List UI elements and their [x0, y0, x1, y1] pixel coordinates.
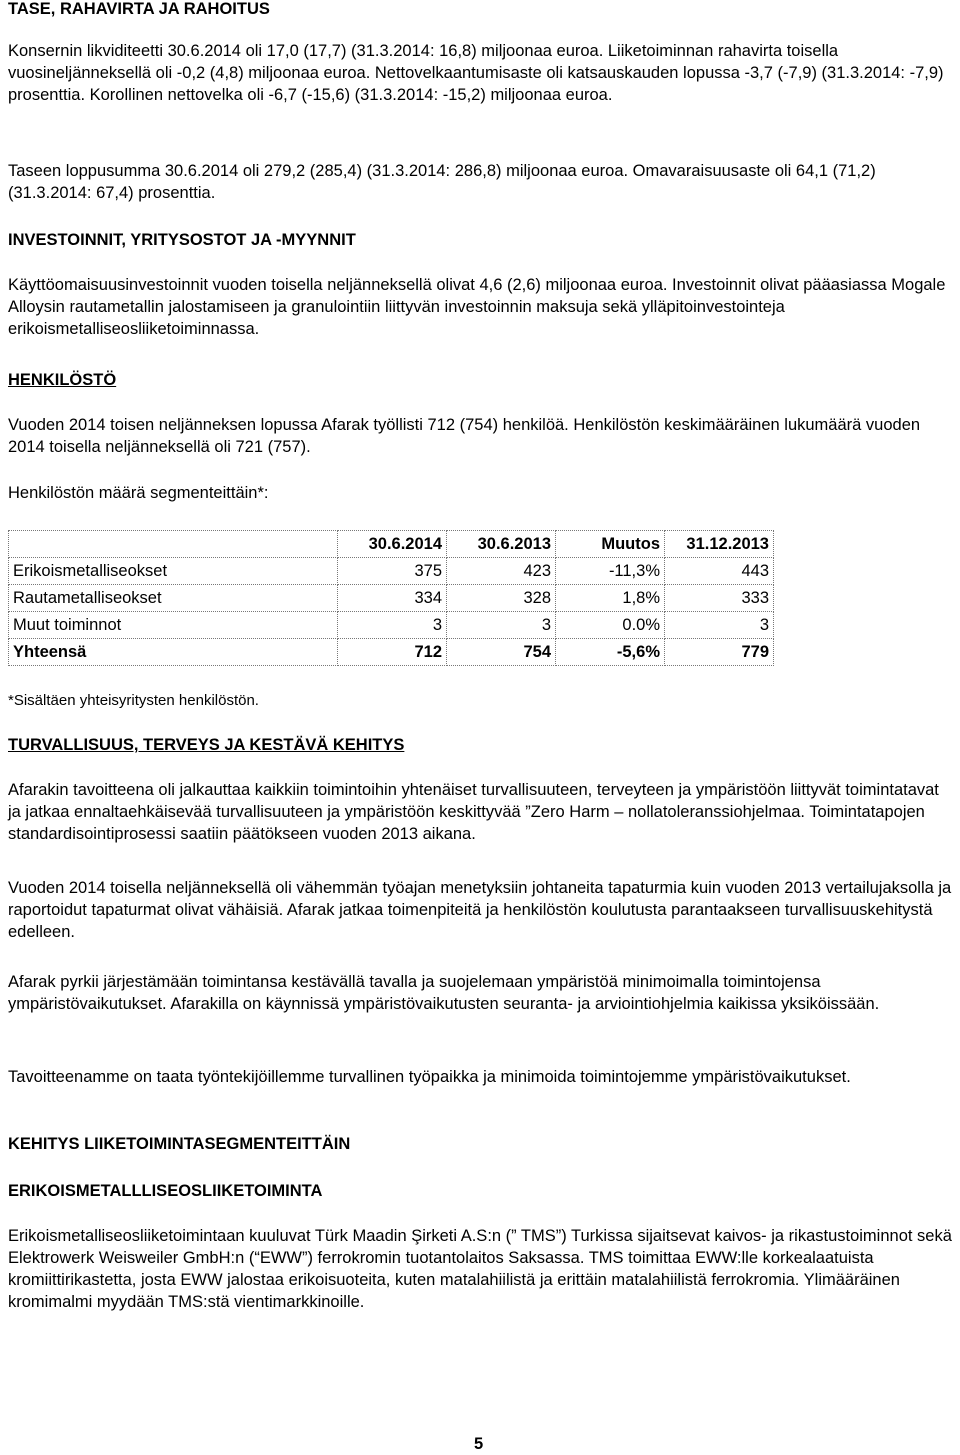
table-row [9, 558, 774, 585]
table-header-row [9, 531, 774, 558]
table-cell: Erikoismetalliseokset [9, 558, 338, 585]
table-header-cell: 30.6.2013 [447, 531, 556, 558]
section-title-segments: KEHITYS LIIKETOIMINTASEGMENTEITTÄIN [8, 1135, 351, 1153]
table-header-cell: 31.12.2013 [665, 531, 774, 558]
table-header-cell: Muutos [556, 531, 665, 558]
table-cell: 1,8% [556, 585, 665, 612]
table-row [9, 612, 774, 639]
paragraph-liquidity: Konsernin likviditeetti 30.6.2014 oli 17,0 (17,7) (31.3.2014: 16,8) miljoonaa euroa. Liiketoiminnan rahavirta toisella vuosineljänneksellä oli -0,2 (4,8) miljoonaa euroa. Nettovelkaantumisaste oli katsauskauden lopussa -3,7 (-7,9) (31.3.2014: -7,9) prosenttia. Korollinen nettovelka oli -6,7 (-15,6) (31.3.2014: -15,2) miljoonaa euroa. [8, 42, 944, 104]
table-cell: 754 [447, 639, 556, 666]
paragraph-accidents: Vuoden 2014 toisella neljänneksellä oli vähemmän työajan menetyksiin johtaneita tapaturmia kuin vuoden 2013 vertailujaksolla ja raportoidut tapaturmat olivat vähäisiä. Afarak jatkaa toimenpiteitä ja henkilöstön koulutusta parantaakseen turvallisuuskehitystä edelleen. [8, 879, 952, 941]
paragraph-safety-goal: Afarakin tavoitteena oli jalkauttaa kaikkiin toimintoihin yhtenäiset turvallisuuteen, terveyteen ja ympäristöön liittyvät toimintatavat ja jatkaa ennaltaehkäisevää turvallisuuteen ja ympäristöön keskittyvää ”Zero Harm – nollatoleranssiohjelmaa. Toimintatapojen standardisointiprosessi saatiin päätökseen vuoden 2013 aikana. [8, 781, 939, 843]
section-title-safety: TURVALLISUUS, TERVEYS JA KESTÄVÄ KEHITYS [8, 736, 405, 754]
paragraph-environment: Afarak pyrkii järjestämään toimintansa kestävällä tavalla ja suojelemaan ympäristöä minimoimalla toimintojensa ympäristövaikutukset. Afarakilla on käynnissä ympäristövaikutusten seuranta- ja arviointiohjelmia kaikissa yksiköissään. [8, 973, 880, 1013]
table-cell: 3 [447, 612, 556, 639]
table-cell: 423 [447, 558, 556, 585]
table-total-row [9, 639, 774, 666]
table-cell: 779 [665, 639, 774, 666]
table-cell: -5,6% [556, 639, 665, 666]
table-footnote: *Sisältäen yhteisyritysten henkilöstön. [8, 692, 259, 709]
paragraph-investments: Käyttöomaisuusinvestoinnit vuoden toisella neljänneksellä olivat 4,6 (2,6) miljoonaa euroa. Investoinnit olivat pääasiassa Mogale Alloysin rautametallin jalostamiseen ja granulointiin liittyvän investoinnin maksuja sekä ylläpitoinvestointeja erikoismetalliseosliiketoiminnassa. [8, 276, 946, 338]
table-header-cell [9, 531, 338, 558]
table-cell: Yhteensä [9, 639, 338, 666]
table-cell: 328 [447, 585, 556, 612]
table-cell: 712 [338, 639, 447, 666]
paragraph-special-alloys: Erikoismetalliseosliiketoimintaan kuuluvat Türk Maadin Şirketi A.S:n (” TMS”) Turkissa sijaitsevat kaivos- ja rikastustoiminnot sekä Elektrowerk Weisweiler GmbH:n (“EWW”) ferrokromin tuotantolaitos Saksassa. TMS toimittaa EWW:lle korkealaatuista kromiittirikastetta, josta EWW jalostaa erikoisuoteita, kuten matalahiilistä ja erittäin matalahiilistä ferrokromia. Ylimääräinen kromimalmi myydään TMS:stä vientimarkkinoille. [8, 1227, 952, 1311]
table-cell: Muut toiminnot [9, 612, 338, 639]
personnel-table [8, 530, 774, 666]
table-cell: 375 [338, 558, 447, 585]
table-cell: 443 [665, 558, 774, 585]
table-row [9, 585, 774, 612]
section-title-personnel: HENKILÖSTÖ [8, 371, 117, 389]
table-cell: 333 [665, 585, 774, 612]
page-number: 5 [474, 1435, 484, 1453]
table-header-cell: 30.6.2014 [338, 531, 447, 558]
paragraph-personnel: Vuoden 2014 toisen neljänneksen lopussa Afarak työllisti 712 (754) henkilöä. Henkilöstön keskimääräinen lukumäärä vuoden 2014 toisella neljänneksellä oli 721 (757). [8, 416, 921, 456]
table-caption: Henkilöstön määrä segmenteittäin*: [8, 484, 269, 502]
table-cell: -11,3% [556, 558, 665, 585]
section-title-balance: TASE, RAHAVIRTA JA RAHOITUS [8, 0, 270, 18]
table-cell: 0.0% [556, 612, 665, 639]
paragraph-target: Tavoitteenamme on taata työntekijöillemme turvallinen työpaikka ja minimoida toimintojemme ympäristövaikutukset. [8, 1068, 851, 1086]
section-title-special-alloys: ERIKOISMETALLLISEOSLIIKETOIMINTA [8, 1182, 323, 1200]
table-cell: 3 [338, 612, 447, 639]
section-title-investments: INVESTOINNIT, YRITYSOSTOT JA -MYYNNIT [8, 231, 356, 249]
paragraph-balance-total: Taseen loppusumma 30.6.2014 oli 279,2 (285,4) (31.3.2014: 286,8) miljoonaa euroa. Omavaraisuusaste oli 64,1 (71,2) (31.3.2014: 67,4) prosenttia. [8, 162, 876, 202]
table-cell: 334 [338, 585, 447, 612]
table-cell: Rautametalliseokset [9, 585, 338, 612]
table-cell: 3 [665, 612, 774, 639]
